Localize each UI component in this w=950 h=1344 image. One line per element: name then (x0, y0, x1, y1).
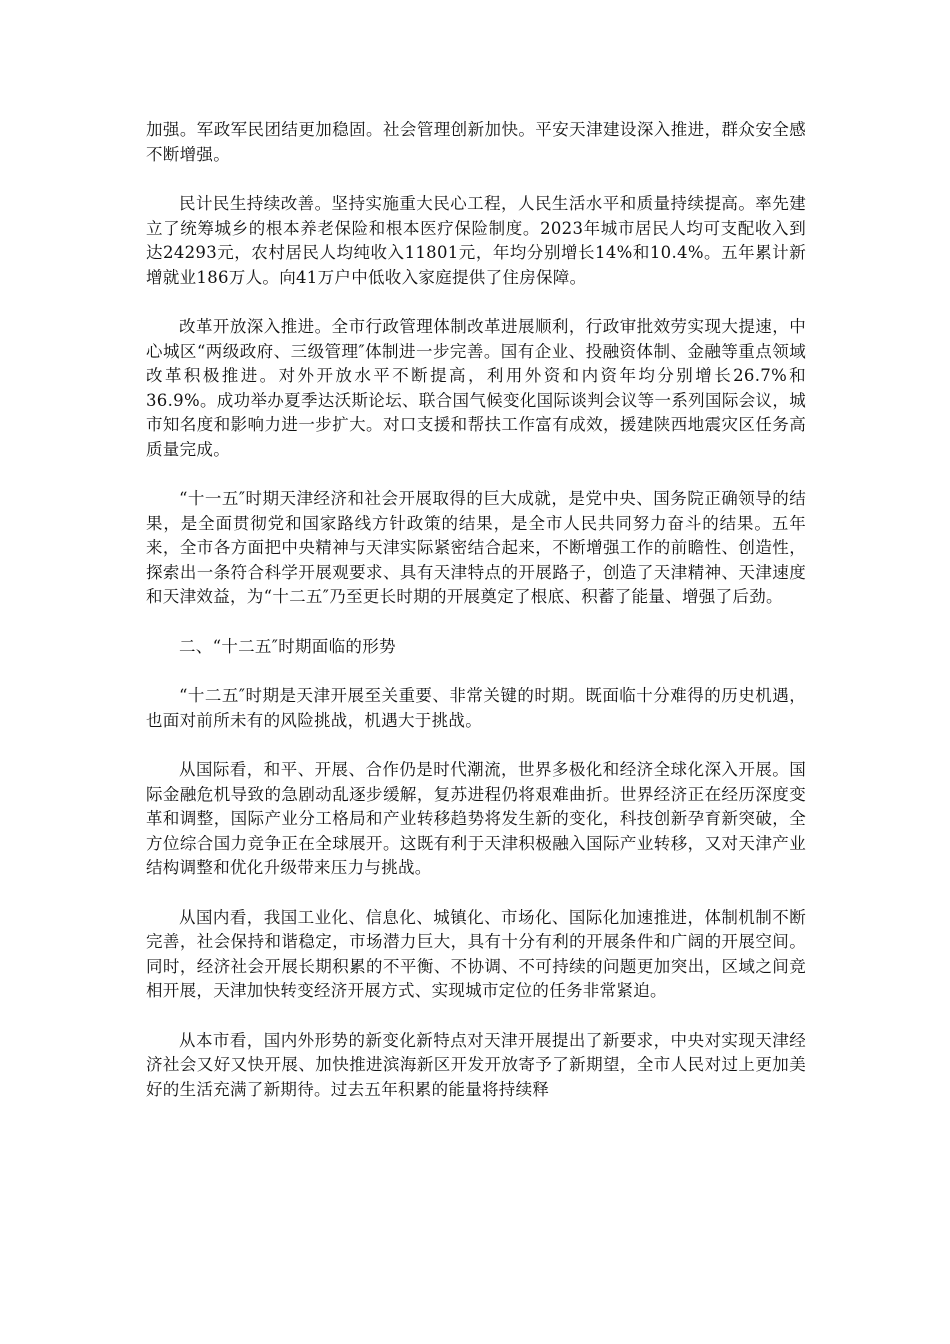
paragraph-domestic: 从国内看，我国工业化、信息化、城镇化、市场化、国际化加速推进，体制机制不断完善，社会保持和谐稳定，市场潜力巨大，具有十分有利的开展条件和广阔的开展空间。同时，经济社会开展长期积累的不平衡、不协调、不可持续的问题更加突出，区域之间竞相开展，天津加快转变经济开展方式、实现城市定位的任务非常紧迫。 (146, 907, 806, 1000)
paragraph-local: 从本市看，国内外形势的新变化新特点对天津开展提出了新要求，中央对实现天津经济社会又好又快开展、加快推进滨海新区开发开放寄予了新期望，全市人民对过上更加美好的生活充满了新期待。过去五年积累的能量将持续释 (146, 1030, 806, 1099)
paragraph-achievements: “十一五″时期天津经济和社会开展取得的巨大成就，是党中央、国务院正确领导的结果，是全面贯彻党和国家路线方针政策的结果，是全市人民共同努力奋斗的结果。五年来，全市各方面把中央精神与天津实际紧密结合起来，不断增强工作的前瞻性、创造性，探索出一条符合科学开展观要求、具有天津特点的开展路子，创造了天津精神、天津速度和天津效益，为“十二五″乃至更长时期的开展奠定了根底、积蓄了能量、增强了后劲。 (146, 489, 806, 606)
paragraph-continuation: 加强。军政军民团结更加稳固。社会管理创新加快。平安天津建设深入推进，群众安全感不断增强。 (146, 120, 806, 164)
paragraph-international: 从国际看，和平、开展、合作仍是时代潮流，世界多极化和经济全球化深入开展。国际金融危机导致的急剧动乱逐步缓解，复苏进程仍将艰难曲折。世界经济正在经历深度变革和调整，国际产业分工格局和产业转移趋势将发生新的变化，科技创新孕育新突破，全方位综合国力竞争正在全球展开。这既有利于天津积极融入国际产业转移，又对天津产业结构调整和优化升级带来压力与挑战。 (146, 760, 806, 877)
section-heading: 二、“十二五″时期面临的形势 (179, 636, 396, 656)
paragraph-reform: 改革开放深入推进。全市行政管理体制改革进展顺利，行政审批效劳实现大提速，中心城区“两级政府、三级管理″体制进一步完善。国有企业、投融资体制、金融等重点领域改革积极推进。对外开放水平不断提高，利用外资和内资年均分别增长26.7%和36.9%。成功举办夏季达沃斯论坛、联合国气候变化国际谈判会议等一系列国际会议，城市知名度和影响力进一步扩大。对口支援和帮扶工作富有成效，援建陕西地震灾区任务高质量完成。 (146, 317, 806, 459)
document-page (146, 118, 806, 1127)
paragraph-period-overview: “十二五″时期是天津开展至关重要、非常关键的时期。既面临十分难得的历史机遇，也面对前所未有的风险挑战，机遇大于挑战。 (146, 686, 806, 730)
paragraph-livelihood: 民计民生持续改善。坚持实施重大民心工程，人民生活水平和质量持续提高。率先建立了统筹城乡的根本养老保险和根本医疗保险制度。2023年城市居民人均可支配收入到达24293元，农村居民人均纯收入11801元，年均分别增长14%和10.4%。五年累计新增就业186万人。向41万户中低收入家庭提供了住房保障。 (146, 194, 806, 287)
